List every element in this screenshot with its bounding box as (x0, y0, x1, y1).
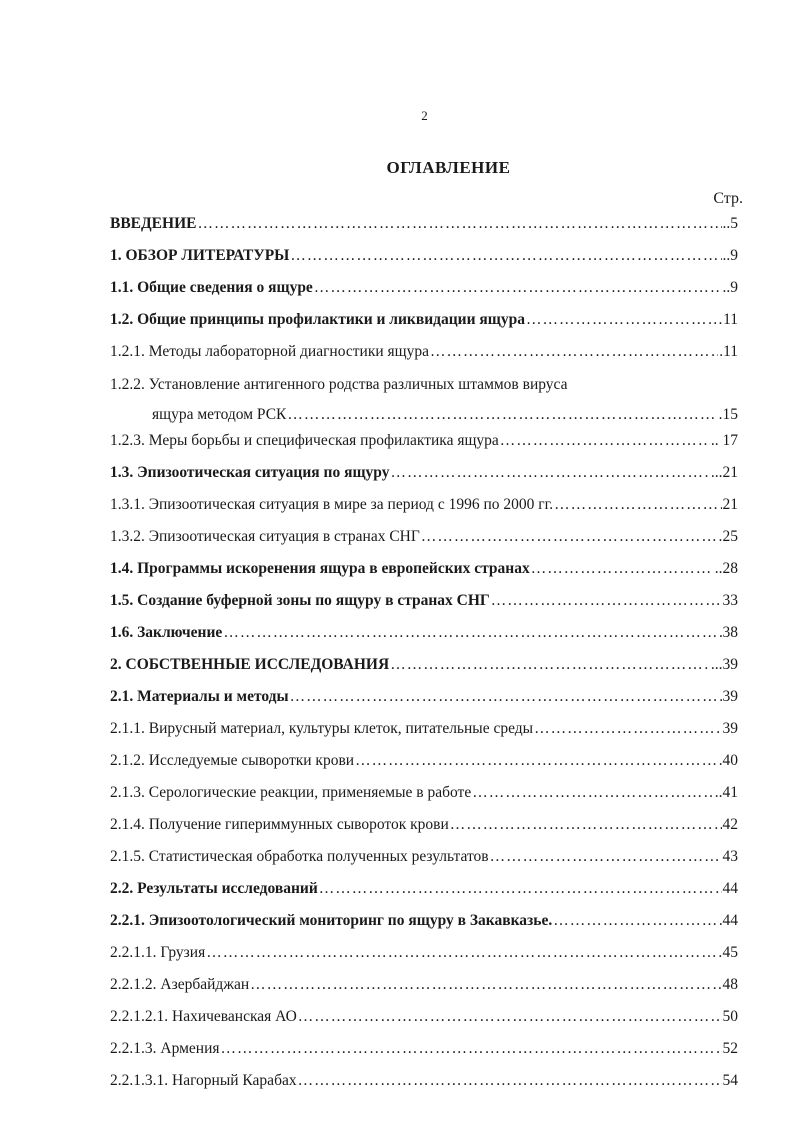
toc-entry-label: ВВЕДЕНИЕ (110, 215, 197, 232)
toc-row (110, 1039, 738, 1059)
toc-entry (110, 278, 738, 298)
toc-entry (110, 1007, 738, 1027)
toc-entry-page: 54 (722, 1072, 738, 1089)
dot-leader (250, 975, 721, 995)
dot-leader (298, 1071, 722, 1091)
page-column-label: Стр. (713, 190, 743, 207)
toc-entry-page: 44 (722, 880, 738, 897)
toc-row (110, 278, 738, 298)
toc-entry-label: 1.3.1. Эпизоотическая ситуация в мире за период с 1996 по 2000 гг. (110, 496, 554, 513)
toc-entry-label: 2.1.5. Статистическая обработка полученных результатов (110, 848, 489, 865)
toc-entry (110, 310, 738, 330)
dot-leader (534, 719, 721, 739)
dot-leader (206, 943, 721, 963)
toc-entry-label: 1.4. Программы искоренения ящура в европейских странах (110, 560, 530, 577)
toc-row (110, 495, 738, 515)
toc-entry (110, 783, 738, 803)
toc-entry-page: .15 (718, 406, 738, 423)
toc-entry-label: 1.2. Общие принципы профилактики и ликвидации ящура (110, 311, 526, 328)
toc-entry-label-line: 1.2.2. Установление антигенного родства различных штаммов вируса (110, 376, 568, 393)
toc-entry-label: 2.1.3. Серологические реакции, применяемые в работе (110, 784, 472, 801)
toc-row (110, 559, 738, 579)
toc-entry-page: 52 (722, 1040, 738, 1057)
dot-leader (314, 278, 722, 298)
toc-entry-label: 2.2.1. Эпизоотологический мониторинг по ящуру в Закавказье. (110, 912, 553, 929)
toc-entry-label: 2.2.1.1. Грузия (110, 944, 206, 961)
toc-entry-label: 1.6. Заключение (110, 624, 223, 641)
toc-entry-page: 33 (722, 592, 738, 609)
toc-entry-label: 2.2.1.2. Азербайджан (110, 976, 250, 993)
toc-entry (110, 591, 738, 611)
dot-leader (430, 342, 718, 362)
toc-entry (110, 527, 738, 547)
dot-leader (197, 214, 721, 234)
toc-entry-page: 11 (723, 311, 738, 328)
toc-row (110, 783, 738, 803)
toc-entry-label: 2.1. Материалы и методы (110, 688, 289, 705)
toc-entry-page: .. 17 (710, 432, 738, 449)
toc-row (110, 527, 738, 547)
toc-row (110, 431, 738, 451)
toc-entry-label: 2.1.2. Исследуемые сыворотки крови (110, 752, 355, 769)
toc-entry (110, 342, 738, 362)
toc-entry (110, 687, 738, 707)
toc-entry-page: ..28 (714, 560, 738, 577)
toc-entry (110, 815, 738, 835)
toc-row (110, 246, 738, 266)
toc-entry (110, 655, 738, 675)
toc-entry-page: 38 (722, 624, 738, 641)
toc-row (110, 911, 738, 931)
dot-leader (319, 879, 722, 899)
toc-entry (110, 847, 738, 867)
toc-row (110, 405, 738, 425)
dot-leader (500, 431, 710, 451)
toc-row (110, 815, 738, 835)
toc-row (110, 1007, 738, 1027)
toc-entry-page: 21 (722, 496, 738, 513)
toc-entry-label: 2.2.1.3.1. Нагорный Карабах (110, 1072, 297, 1089)
toc-row (110, 1071, 738, 1091)
toc-entry-label: 2.1.1. Вирусный материал, культуры клеток, питательные среды (110, 720, 534, 737)
toc-entry-label: 1.2.1. Методы лабораторной диагностики ящура (110, 343, 429, 360)
toc-entry-page: 42 (722, 816, 738, 833)
toc-entry-label: 1.3.2. Эпизоотическая ситуация в странах СНГ (110, 528, 420, 545)
dot-leader (450, 815, 722, 835)
dot-leader (531, 559, 714, 579)
toc-row (110, 879, 738, 899)
toc-row (110, 751, 738, 771)
dot-leader (526, 310, 722, 330)
dot-leader (290, 687, 722, 707)
dot-leader (355, 751, 721, 771)
toc-entry-label: 2. СОБСТВЕННЫЕ ИССЛЕДОВАНИЯ (110, 656, 390, 673)
toc-entry-page: 45 (722, 944, 738, 961)
toc-entry (110, 495, 738, 515)
toc-row (110, 687, 738, 707)
toc-entry (110, 943, 738, 963)
dot-leader (298, 1007, 722, 1027)
dot-leader (223, 623, 721, 643)
toc-entry (110, 463, 738, 483)
toc-entry (110, 1039, 738, 1059)
toc-row (110, 943, 738, 963)
toc-entry-page: 43 (722, 848, 738, 865)
toc-entry-page: 50 (722, 1008, 738, 1025)
toc-entry-page: .11 (719, 343, 738, 360)
toc-entry-page: 39 (722, 720, 738, 737)
toc-entry (110, 751, 738, 771)
toc-entry-page: ...21 (710, 464, 738, 481)
dot-leader (554, 495, 721, 515)
toc-entry (110, 214, 738, 234)
dot-leader (491, 591, 722, 611)
toc-entry-label: 2.1.4. Получение гипериммунных сывороток крови (110, 816, 449, 833)
toc-row (110, 463, 738, 483)
toc-entry-page: 25 (722, 528, 738, 545)
toc-title: ОГЛАВЛЕНИЕ (386, 158, 511, 177)
dot-leader (390, 463, 709, 483)
dot-leader (221, 1039, 722, 1059)
toc-entry (110, 911, 738, 931)
toc-entry-page: ..9 (722, 247, 738, 264)
toc-entry (110, 375, 738, 425)
toc-entry-label: 1. ОБЗОР ЛИТЕРАТУРЫ (110, 247, 290, 264)
toc-row (110, 623, 738, 643)
toc-entry-page: ..9 (722, 279, 738, 296)
toc-row (110, 310, 738, 330)
dot-leader (553, 911, 721, 931)
toc-entry (110, 719, 738, 739)
toc-entry-label: 2.2.1.3. Армения (110, 1040, 220, 1057)
toc-entry-label: 2.2.1.2.1. Нахичеванская АО (110, 1008, 297, 1025)
toc-row (110, 591, 738, 611)
toc-entry-label: 1.3. Эпизоотическая ситуация по ящуру (110, 464, 390, 481)
toc-entry-page: 48 (722, 976, 738, 993)
toc-entry-page: ...39 (710, 656, 738, 673)
toc-entry-page: 44 (722, 912, 738, 929)
toc-entry (110, 559, 738, 579)
toc-entry-page: 39 (722, 688, 738, 705)
toc-entry-label: ящура методом РСК (152, 406, 287, 423)
toc-entry-label: 1.5. Создание буферной зоны по ящуру в странах СНГ (110, 592, 490, 609)
dot-leader (421, 527, 722, 547)
dot-leader (490, 847, 722, 867)
toc-entry-label: 1.2.3. Меры борьбы и специфическая профилактика ящура (110, 432, 499, 449)
dot-leader (390, 655, 710, 675)
table-of-contents (110, 214, 738, 1103)
toc-row (110, 342, 738, 362)
toc-entry-label: 1.1. Общие сведения о ящуре (110, 279, 313, 296)
toc-row (110, 719, 738, 739)
toc-entry (110, 1071, 738, 1091)
toc-entry-page: 40 (722, 752, 738, 769)
page-number: 2 (421, 108, 428, 123)
dot-leader (287, 405, 717, 425)
toc-entry (110, 623, 738, 643)
toc-entry (110, 975, 738, 995)
toc-entry-label: 2.2. Результаты исследований (110, 880, 318, 897)
toc-entry (110, 879, 738, 899)
dot-leader (472, 783, 714, 803)
toc-row (110, 975, 738, 995)
dot-leader (290, 246, 721, 266)
toc-row (110, 655, 738, 675)
toc-row (110, 847, 738, 867)
toc-entry-page: ..41 (714, 784, 738, 801)
toc-entry (110, 246, 738, 266)
toc-row (110, 214, 738, 234)
toc-entry (110, 431, 738, 451)
toc-entry-page: ..5 (722, 215, 738, 232)
